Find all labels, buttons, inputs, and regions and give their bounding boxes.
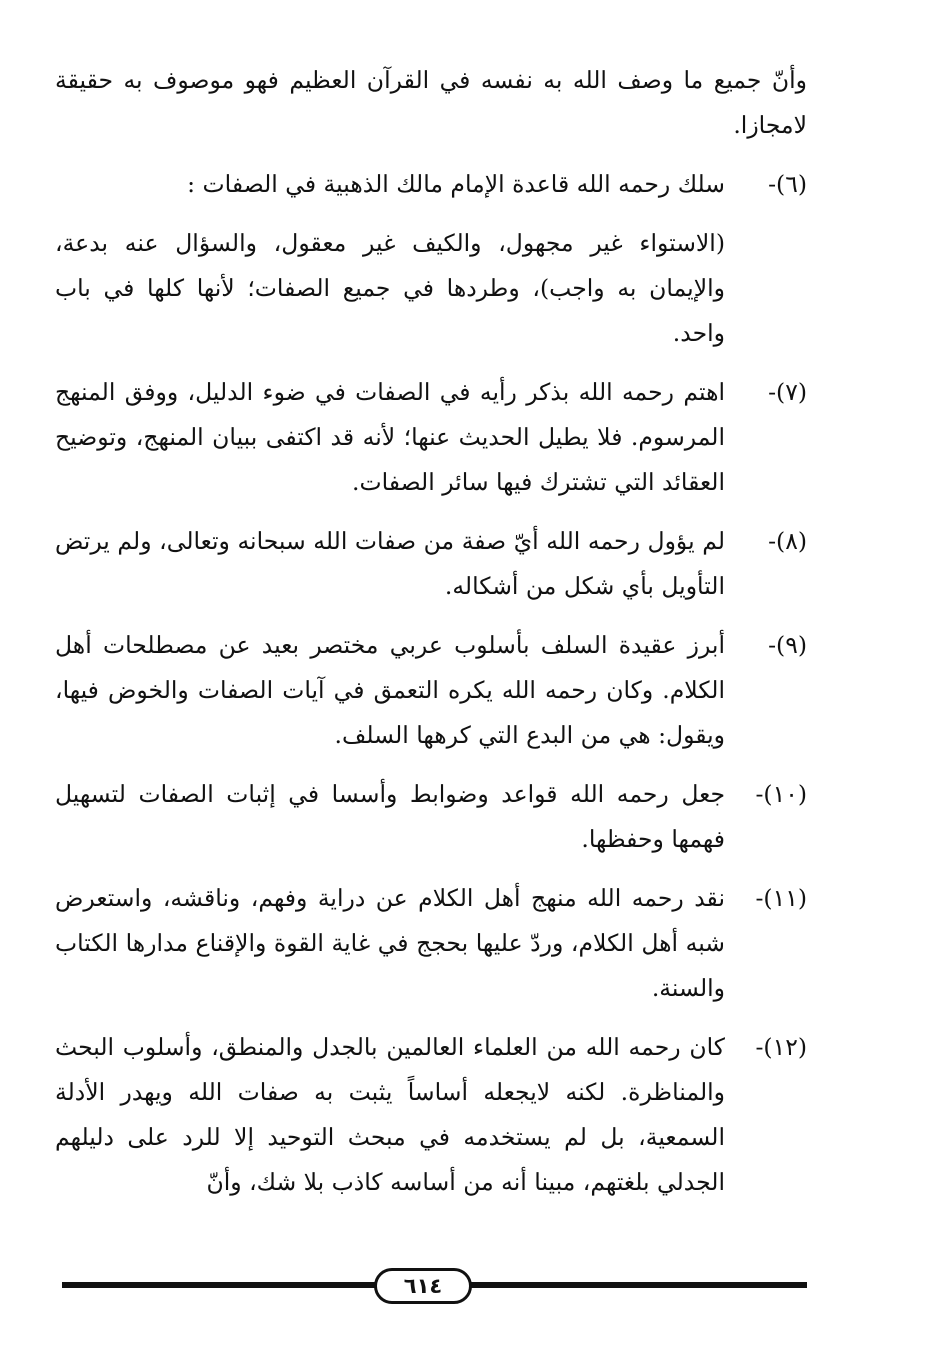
item-number: (٩)-: [768, 631, 807, 659]
list-item-9: [55, 623, 807, 758]
item-number: (٦)-: [768, 170, 807, 198]
list-item-11: [55, 876, 807, 1011]
item-text: جعل رحمه الله قواعد وضوابط وأسسا في إثبات الصفات لتسهيل فهمها وحفظها.: [55, 780, 725, 853]
item-number: (٧)-: [768, 378, 807, 406]
document-page: [55, 58, 807, 1238]
item-text: كان رحمه الله من العلماء العالمين بالجدل والمنطق، وأسلوب البحث والمناظرة. لكنه لايجعله أساساً يثبت به صفات الله ويهدر الأدلة السمعية، بل لم يستخدمه في مبحث التوحيد إلا للرد على دليلهم الجدلي بلغتهم، مبينا أنه من أساسه كاذب بلا شك، وأنّ: [55, 1033, 725, 1196]
item-number: (١٠)-: [755, 780, 807, 808]
list-item-7: [55, 370, 807, 505]
item-text: نقد رحمه الله منهج أهل الكلام عن دراية وفهم، وناقشه، واستعرض شبه أهل الكلام، وردّ عليها بحجج في غاية القوة والإقناع مدارها الكتاب والسنة.: [55, 884, 725, 1002]
page-footer: [62, 1268, 807, 1302]
item-number: (١١)-: [755, 884, 807, 912]
item-number: (١٢)-: [755, 1033, 807, 1061]
item-text: اهتم رحمه الله بذكر رأيه في الصفات في ضوء الدليل، ووفق المنهج المرسوم. فلا يطيل الحديث عنها؛ لأنه قد اكتفى ببيان المنهج، وتوضيح العقائد التي تشترك فيها سائر الصفات.: [55, 378, 725, 496]
page-number: ٦١٤: [374, 1268, 472, 1304]
item-text: لم يؤول رحمه الله أيّ صفة من صفات الله سبحانه وتعالى، ولم يرتض التأويل بأي شكل من أشكاله.: [55, 527, 725, 600]
list-item-8: [55, 519, 807, 609]
list-item-10: [55, 772, 807, 862]
malik-rule-quote: (الاستواء غير مجهول، والكيف غير معقول، والسؤال عنه بدعة، والإيمان به واجب)، وطردها في جميع الصفات؛ لأنها كلها في باب واحد.: [55, 229, 725, 347]
list-item-6: [55, 162, 807, 207]
item-text: سلك رحمه الله قاعدة الإمام مالك الذهبية في الصفات :: [187, 170, 725, 198]
item-text: أبرز عقيدة السلف بأسلوب عربي مختصر بعيد عن مصطلحات أهل الكلام. وكان رحمه الله يكره التعمق في آيات الصفات والخوض فيها، ويقول: هي من البدع التي كرهها السلف.: [55, 631, 725, 749]
intro-paragraph: وأنّ جميع ما وصف الله به نفسه في القرآن العظيم فهو موصوف به حقيقة لامجازا.: [55, 66, 807, 139]
list-item-12: [55, 1025, 807, 1205]
item-number: (٨)-: [768, 527, 807, 555]
